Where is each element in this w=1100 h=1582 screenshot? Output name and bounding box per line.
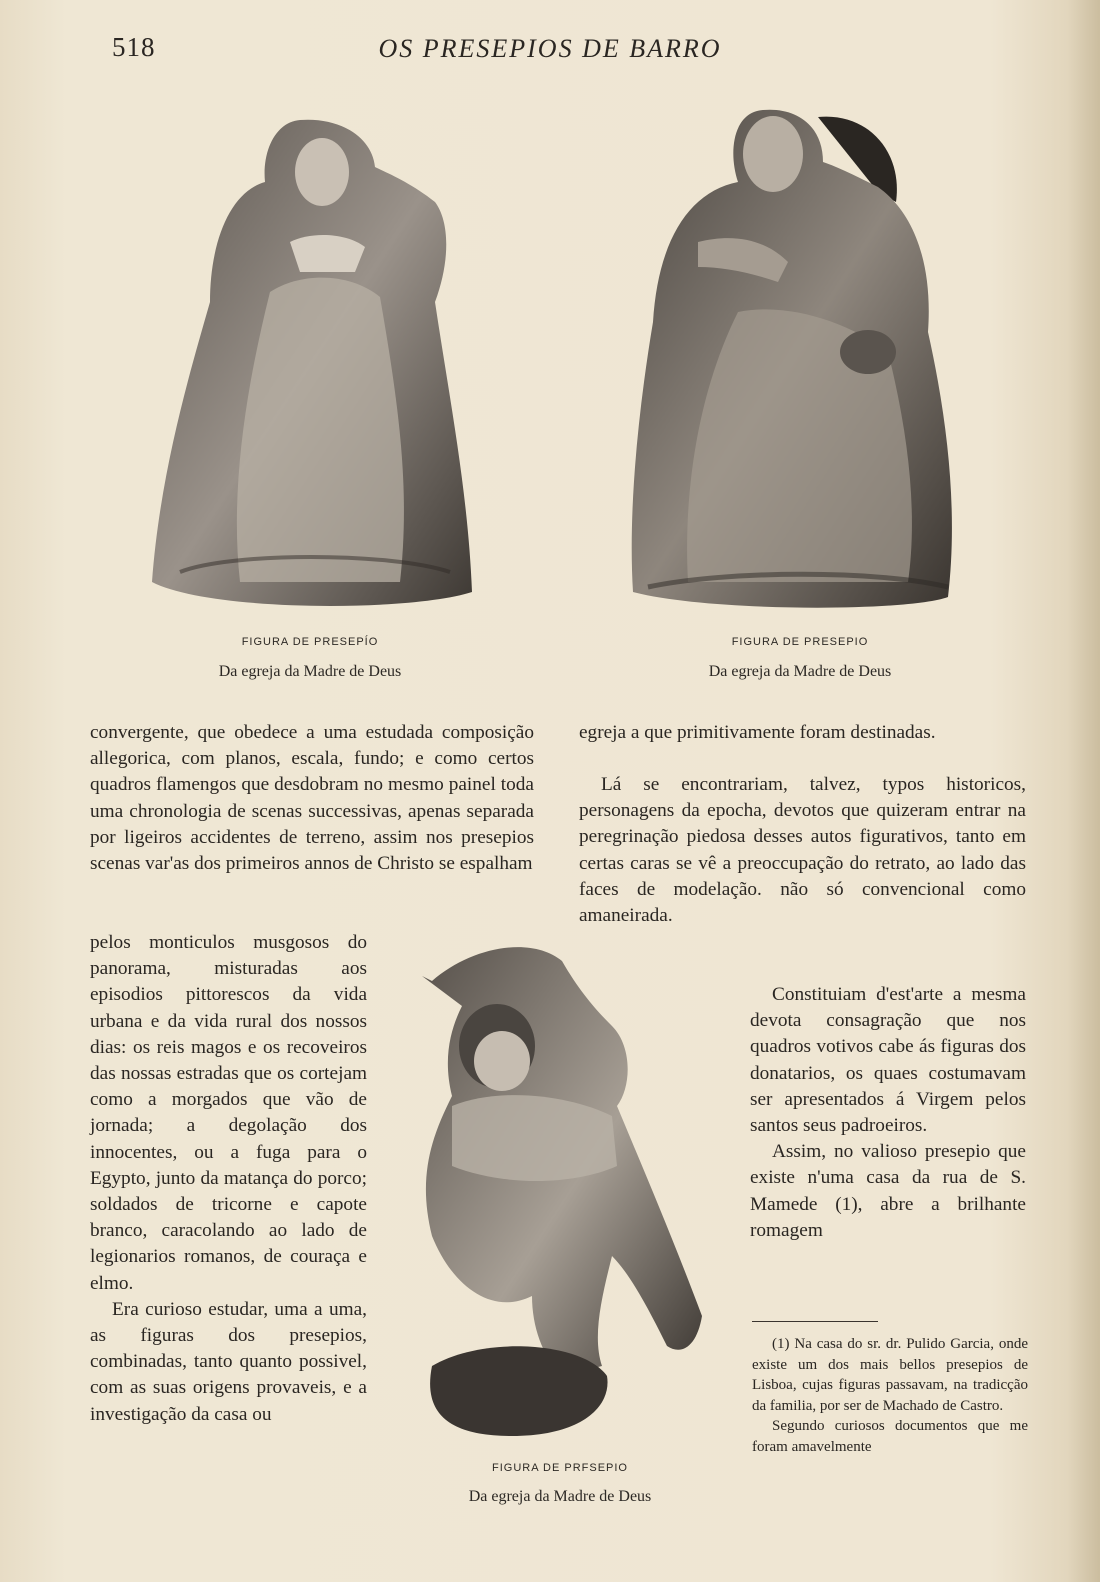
figure-1-label: FIGURA DE PRESEPÍO [241, 636, 379, 648]
figure-joseph-photo [628, 92, 968, 612]
right-column-narrow [750, 982, 1026, 1244]
left-paragraph-1: convergente, que obedece a uma estudada composição allegorica, com planos, escala, fundo; e como certos quadros flamengos que desdobram no mesmo painel toda uma chronologia de scenas successivas, apenas separada por ligeiros accidentes de terreno, assim nos presepios scenas var'as dos primeiros annos de Christo se espalham [90, 722, 534, 875]
left-column-narrow [90, 930, 367, 1428]
figure-3-label: FIGURA DE PRFSEPIO [492, 1462, 628, 1474]
figure-2-caption: Da egreja da Madre de Deus [708, 663, 892, 680]
page-number: 518 [112, 32, 156, 62]
figure-3-caption: Da egreja da Madre de Deus [468, 1488, 652, 1505]
figure-2-label: FIGURA DE PRESEPIO [731, 636, 869, 648]
right-paragraph-3: Constituiam d'est'arte a mesma devota consagração que nos quadros votivos cabe ás figuras dos donatarios, os quaes costumavam ser apresentados á Virgem pelos santos seus padroeiros. [750, 984, 1026, 1137]
figure-1-caption: Da egreja da Madre de Deus [218, 663, 402, 680]
figure-shepherd-photo [412, 936, 712, 1441]
right-column-wide [579, 720, 1026, 746]
right-paragraph-2: Lá se encontrariam, talvez, typos historicos, personagens da epocha, devotos que quizeram entrar na peregrinação piedosa desses autos figurativos, tanto em certas caras se vê a preoccupação do retrato, ao lado das faces de modelação. não só convencional como amaneirada. [579, 774, 1026, 927]
left-column-wide [90, 720, 534, 877]
footnote-text-2: Segundo curiosos documentos que me foram amavelmente [752, 1418, 1028, 1455]
left-paragraph-1-continued: pelos monticulos musgosos do panorama, misturadas aos episodios pittorescos da vida urbana e da vida rural dos nossos dias: os reis magos e os recoveiros das nossas estradas que os cortejam como a morgados que vão de jornada; a degolação dos innocentes, ou a fuga para o Egypto, junto da matança do porco; soldados de tricorne e capote branco, caracolando ao lado de legionarios romanos, de couraça e elmo. [90, 932, 367, 1294]
right-paragraph-4: Assim, no valioso presepio que existe n'uma casa da rua de S. Mamede (1), abre a brilhante romagem [750, 1141, 1026, 1241]
running-title: OS PRESEPIOS DE BARRO [378, 34, 722, 63]
footnote-text-1: (1) Na casa do sr. dr. Pulido Garcia, onde existe um dos mais bellos presepios de Lisboa, cujas figuras passavam, na tradicção da familia, por ser de Machado de Castro. [752, 1336, 1028, 1414]
figure-virgin-photo [150, 112, 475, 617]
right-column-mid [579, 772, 1026, 927]
right-paragraph-1: egreja a que primitivamente foram destinadas. [579, 722, 936, 743]
left-paragraph-2: Era curioso estudar, uma a uma, as figuras dos presepios, combinadas, tanto quanto possivel, com as suas origens provaveis, e a investigação da casa ou [90, 1298, 367, 1425]
footnote-rule [752, 1321, 878, 1322]
footnote [752, 1334, 1028, 1458]
